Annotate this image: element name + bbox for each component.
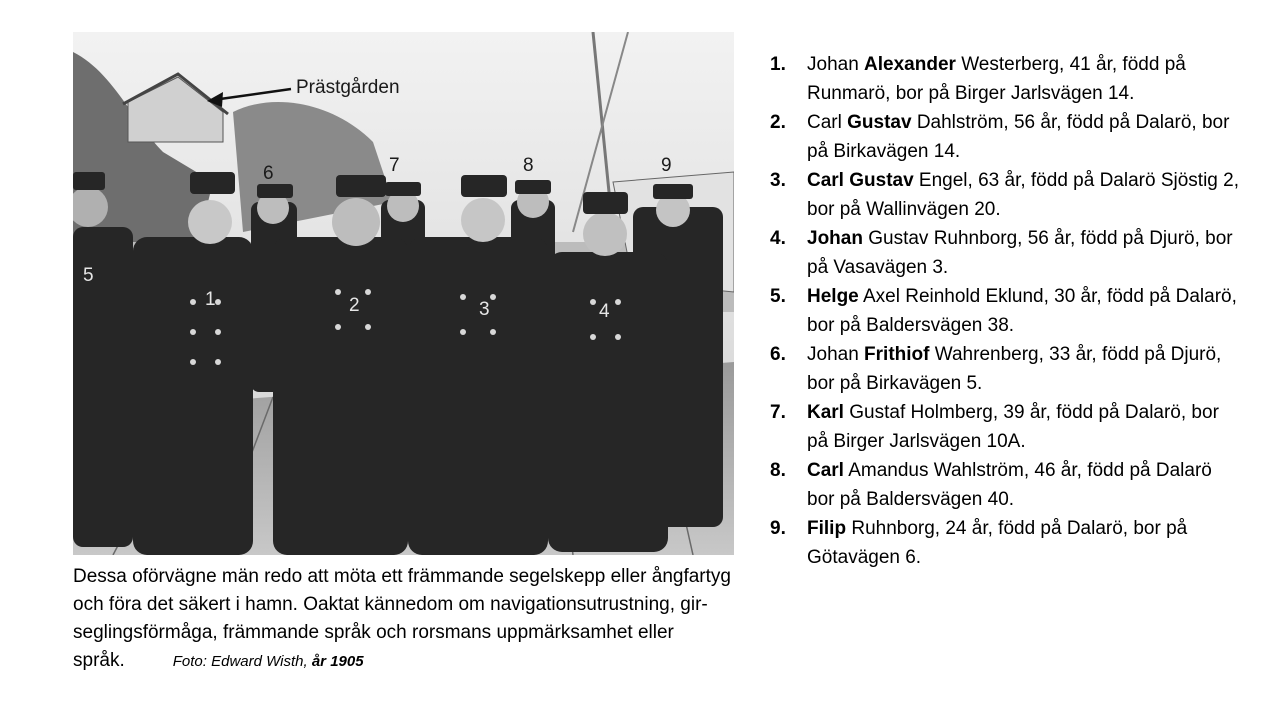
name-bold: Gustav bbox=[847, 112, 912, 133]
list-item bbox=[770, 398, 1240, 456]
name-pre: Johan bbox=[807, 54, 865, 75]
list-number: 5. bbox=[770, 286, 786, 307]
credit-prefix: Foto: Edward Wisth, bbox=[172, 653, 312, 670]
name-pre: Carl bbox=[807, 112, 848, 133]
list-item bbox=[770, 456, 1240, 514]
name-bold: Johan bbox=[807, 228, 863, 249]
list-number: 2. bbox=[770, 112, 786, 133]
photo-drawing bbox=[73, 32, 734, 555]
name-rest: Ruhnborg, 24 år, född på Dalarö, bor på Götavägen 6. bbox=[807, 518, 1188, 568]
list-number: 3. bbox=[770, 170, 786, 191]
person-number-4: 4 bbox=[599, 301, 610, 322]
list-item bbox=[770, 224, 1240, 282]
person-number-6: 6 bbox=[263, 163, 274, 184]
name-rest: Gustav Ruhnborg, 56 år, född på Djurö, bor på Vasavägen 3. bbox=[807, 228, 1233, 278]
prastgarden-label: Prästgården bbox=[296, 77, 400, 98]
person-number-2: 2 bbox=[349, 295, 360, 316]
name-rest: Dahlström, 56 år, född på Dalarö, bor på Birkavägen 14. bbox=[807, 112, 1230, 162]
list-item bbox=[770, 50, 1240, 108]
name-rest: Axel Reinhold Eklund, 30 år, född på Dalarö, bor på Baldersvägen 38. bbox=[807, 286, 1237, 336]
name-rest: Amandus Wahlström, 46 år, född på Dalarö bor på Baldersvägen 40. bbox=[807, 460, 1212, 510]
historical-photo bbox=[73, 32, 734, 555]
credit-year: år 1905 bbox=[311, 653, 364, 670]
list-number: 7. bbox=[770, 402, 786, 423]
name-bold: Carl Gustav bbox=[807, 170, 914, 191]
name-bold: Alexander bbox=[864, 54, 956, 75]
list-item bbox=[770, 514, 1240, 572]
person-number-9: 9 bbox=[661, 155, 672, 176]
list-item bbox=[770, 282, 1240, 340]
name-pre: Johan bbox=[807, 344, 865, 365]
list-number: 1. bbox=[770, 54, 786, 75]
photo-credit bbox=[173, 653, 364, 670]
name-bold: Frithiof bbox=[864, 344, 930, 365]
name-bold: Filip bbox=[807, 518, 847, 539]
person-number-7: 7 bbox=[389, 155, 400, 176]
list-number: 4. bbox=[770, 228, 786, 249]
name-rest: Gustaf Holmberg, 39 år, född på Dalarö, bor på Birger Jarlsvägen 10A. bbox=[807, 402, 1219, 452]
list-item bbox=[770, 166, 1240, 224]
person-number-5: 5 bbox=[83, 265, 94, 286]
person-list bbox=[770, 50, 1240, 572]
person-number-8: 8 bbox=[523, 155, 534, 176]
list-number: 8. bbox=[770, 460, 786, 481]
name-bold: Carl bbox=[807, 460, 844, 481]
name-rest: Westerberg, 41 år, född på Runmarö, bor på Birger Jarlsvägen 14. bbox=[807, 54, 1186, 104]
list-item bbox=[770, 108, 1240, 166]
name-bold: Karl bbox=[807, 402, 844, 423]
person-number-3: 3 bbox=[479, 299, 490, 320]
list-number: 9. bbox=[770, 518, 786, 539]
person-number-1: 1 bbox=[205, 289, 216, 310]
list-item bbox=[770, 340, 1240, 398]
name-rest: Wahrenberg, 33 år, född på Djurö, bor på Birkavägen 5. bbox=[807, 344, 1222, 394]
photo-caption bbox=[73, 563, 753, 676]
caption-text: Dessa oförvägne män redo att möta ett främmande segelskepp eller ångfartyg och föra det säkert i hamn. Oaktat kännedom om navigationsutrustning, gir-seglingsförmåga, främmande språk och rorsmans uppmärksamhet eller språk. bbox=[73, 566, 731, 671]
name-bold: Helge bbox=[807, 286, 859, 307]
list-number: 6. bbox=[770, 344, 786, 365]
name-rest: Engel, 63 år, född på Dalarö Sjöstig 2, bor på Wallinvägen 20. bbox=[807, 170, 1239, 220]
